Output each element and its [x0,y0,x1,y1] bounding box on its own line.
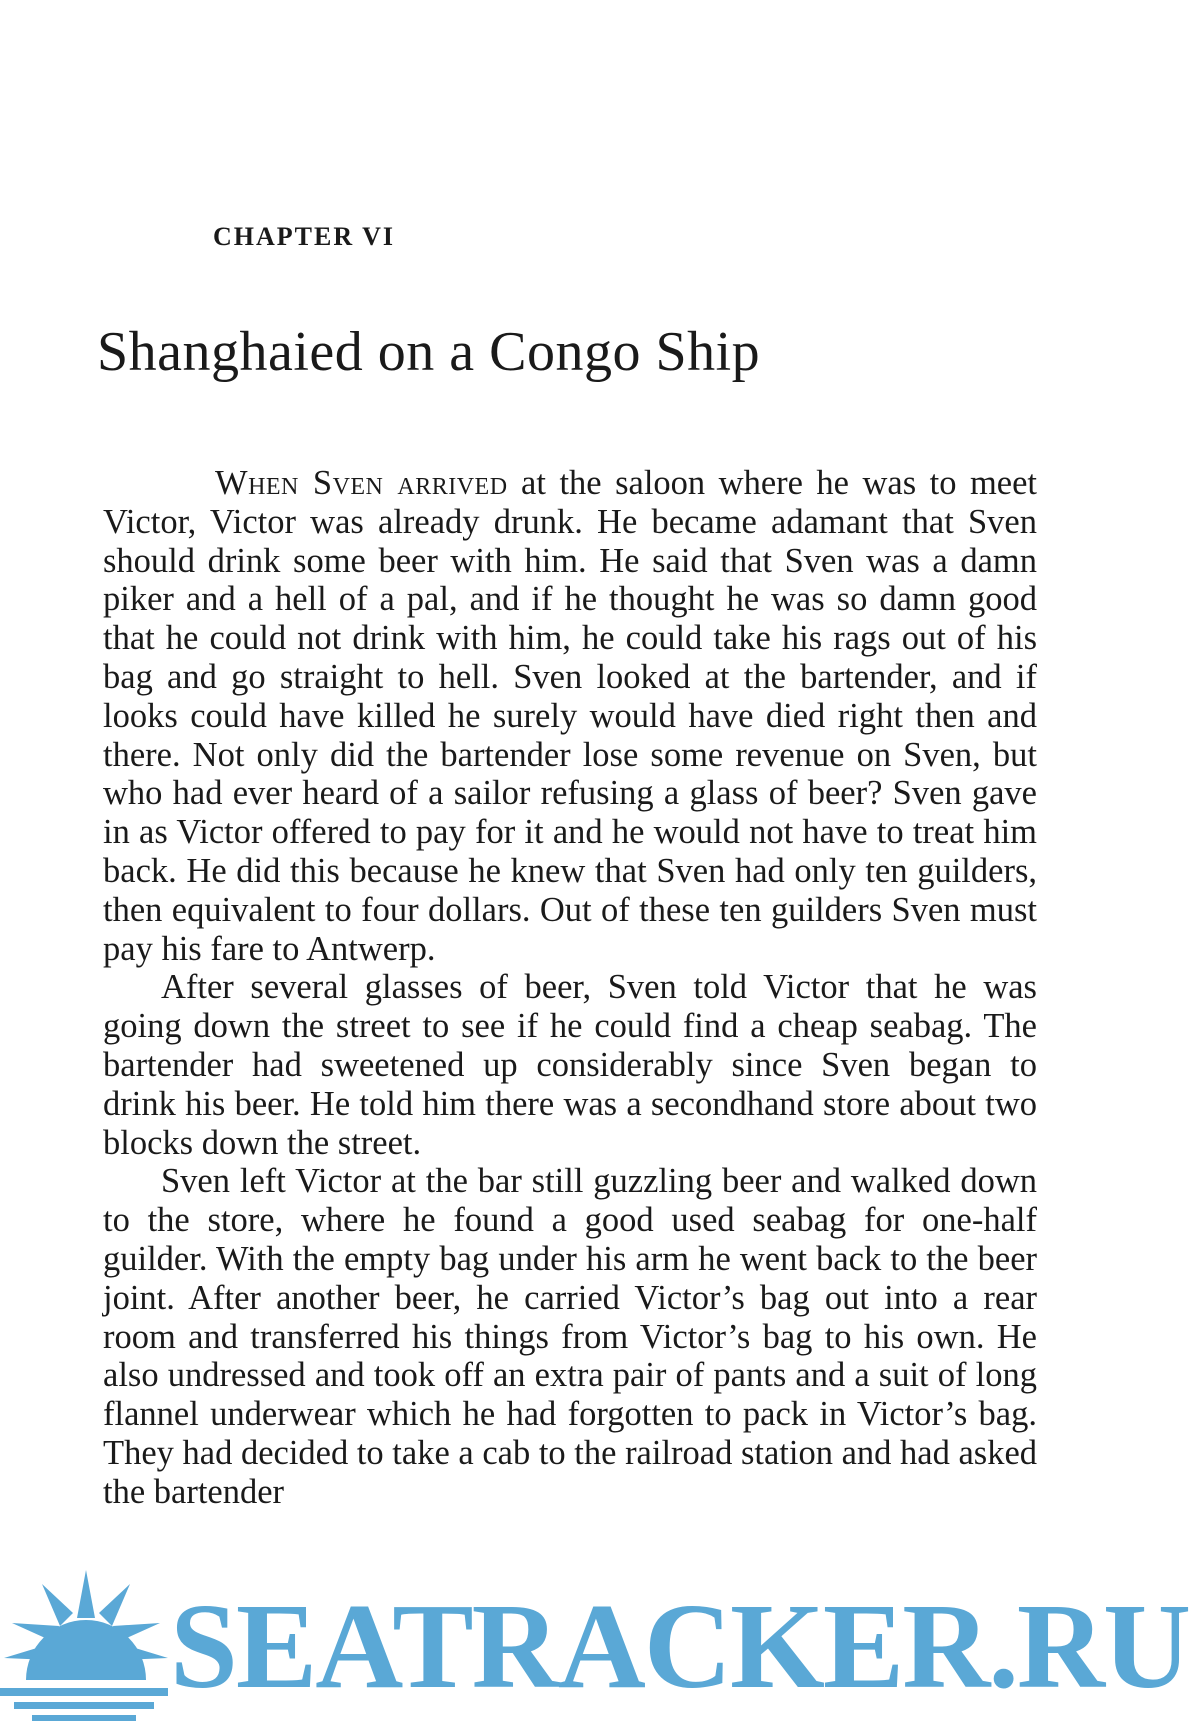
chapter-body [103,464,1037,1512]
paragraph-2: After several glasses of beer, Sven told Victor that he was going down the street to see if he could find a cheap seabag. The bartender had sweetened up considerably since Sven began to drink his beer. He told him there was a secondhand store about two blocks down the street. [103,968,1037,1162]
paragraph-3: Sven left Victor at the bar still guzzling beer and walked down to the store, where he found a good used seabag for one-half guilder. With the empty bag under his arm he went back to the beer joint. After another beer, he carried Victor’s bag out into a rear room and transferred his things from Victor’s bag to his own. He also undressed and took off an extra pair of pants and a suit of long flannel underwear which he had forgotten to pack in Victor’s bag. They had decided to take a cab to the railroad station and had asked the bartender [103,1162,1038,1511]
watermark-text: SEATRACKER.RU [170,1579,1189,1714]
chapter-title: Shanghaied on a Congo Ship [97,321,761,383]
paragraph-1-text: at the saloon where he was to meet Victor, Victor was already drunk. He became adamant that Sven should drink some beer with him. He said that Sven was a damn piker and a hell of a pal, and if he thought he was so damn good that he could not drink with him, he could take his rags out of his bag and go straight to hell. Sven looked at the bartender, and if looks could have killed he surely would have died right then and there. Not only did the bartender lose some revenue on Sven, but who had ever heard of a sailor refusing a glass of beer? Sven gave in as Victor offered to pay for it and he would not have to treat him back. He did this because he knew that Sven had only ten guilders, then equivalent to four dollars. Out of these ten guilders Sven must pay his fare to Antwerp. [103,464,1038,968]
paragraph-1 [103,464,1037,968]
chapter-label: CHAPTER VI [213,222,396,251]
paragraph-lead-in: When Sven arrived [215,464,508,502]
